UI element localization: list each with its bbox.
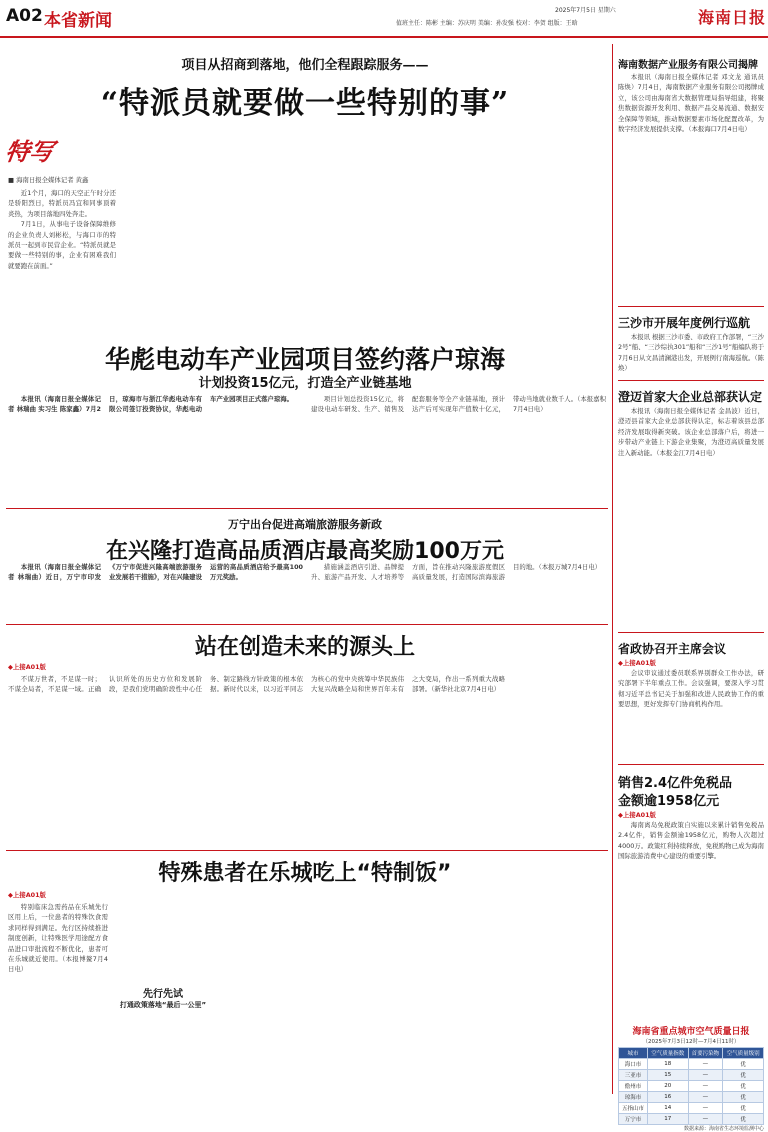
air-quality-source: 数据来源：海南省生态环境监测中心 (683, 1126, 764, 1132)
table-cell: 18 (647, 1059, 688, 1070)
divider (6, 850, 608, 851)
story3-headline: 在兴隆打造高品质酒店最高奖励100万元 (106, 539, 504, 564)
table-cell: — (688, 1103, 723, 1114)
lead-paragraph-2: 7月1日，从事电子设备保障维修的企业负责人刘彬松，与海口市的特派员一起到市民营企业。“特派员就是要做一些特别的事，企业有困难我们就要跑在前面。” (8, 220, 116, 270)
story3-body (8, 562, 606, 622)
lead-headline: “特派员就要做一些特别的事” (100, 86, 510, 121)
section-title: 本省新闻 (44, 11, 112, 31)
story3-kicker: 万宁出台促进高端旅游服务新政 (228, 518, 382, 531)
story2-subhead: 计划投资15亿元，打造全产业链基地 (198, 376, 412, 391)
newspaper-logo: 海南日报 (698, 8, 767, 27)
lead-byline: ■ 海南日报全媒体记者 黄鑫 (8, 176, 89, 184)
story3-lead: 本报讯（海南日报全媒体记者 林瑞曲）近日，万宁市印发《万宁市促进兴隆高端旅游服务业发展若干措施》，对在兴隆建设运营的高品质酒店给予最高100万元奖励。 (8, 563, 303, 582)
divider (618, 764, 764, 765)
sidebar-story2-body (618, 332, 764, 374)
table-cell: 五指山市 (619, 1103, 648, 1114)
table-cell: 优 (723, 1092, 764, 1103)
sidebar-story3-title: 澄迈首家大企业总部获认定 (618, 390, 763, 404)
table-cell: 16 (647, 1092, 688, 1103)
sidebar-story1-body (618, 72, 764, 302)
divider (618, 632, 764, 633)
header-rule (0, 36, 768, 38)
table-cell: 琼海市 (619, 1092, 648, 1103)
story5-column-1 (8, 902, 108, 1092)
story5-subhead-block (118, 985, 208, 1010)
sidebar-story5-title-2: 金额逾1958亿元 (618, 794, 720, 809)
sidebar-story4-text: 会议审议通过委员联系界别群众工作办法，研究部署下半年重点工作。会议强调，要深入学习贯彻习近平总书记关于加强和改进人民政协工作的重要思想，更好发挥专门协商机构作用。 (618, 669, 764, 709)
table-row (619, 1114, 764, 1125)
table-cell: 海口市 (619, 1059, 648, 1070)
table-cell: 15 (647, 1070, 688, 1081)
table-header-cell: 首要污染物 (688, 1048, 723, 1059)
story5-continued-flag: ◆上接A01版 (8, 891, 46, 899)
divider (6, 624, 608, 625)
table-cell: — (688, 1081, 723, 1092)
table-row (619, 1103, 764, 1114)
sidebar-story5-body (618, 820, 764, 1020)
story3-paragraph: 措施涵盖酒店引进、品牌提升、旅游产品开发、人才培养等方面，旨在推动兴隆旅游度假区高质量发展，打造国际滨海旅游目的地。（本报万城7月4日电） (311, 563, 602, 582)
story5-headline: 特殊患者在乐城吃上“特制饭” (158, 861, 452, 886)
table-cell: 优 (723, 1081, 764, 1092)
lead-column-1 (8, 188, 116, 328)
table-cell: 优 (723, 1103, 764, 1114)
editor-credits: 值班主任：陈彬 主编：苏庆明 美编：孙发强 校对：李贺 组版：王晗 (396, 20, 578, 27)
table-row (619, 1092, 764, 1103)
sidebar-story5-flag: ◆上接A01版 (618, 811, 656, 819)
lead-body-columns (122, 130, 607, 328)
divider (618, 306, 764, 307)
table-cell: 三亚市 (619, 1070, 648, 1081)
table-header-cell: 城市 (619, 1048, 648, 1059)
sidebar-story4-body (618, 668, 764, 758)
table-cell: — (688, 1059, 723, 1070)
story4-body (8, 674, 606, 846)
table-header-cell: 空气质量指数 (647, 1048, 688, 1059)
story4-headline: 站在创造未来的源头上 (194, 635, 415, 660)
sidebar-story4-title: 省政协召开主席会议 (618, 642, 727, 656)
table-cell: 万宁市 (619, 1114, 648, 1125)
sidebar-story2-text: 本报讯 根据三沙市委、市政府工作部署，“三沙2号”船、“三沙综执301”船和“三沙1号”船编队将于7月6日从文昌清澜港出发，开展例行南海巡航。（陈焕） (618, 333, 764, 373)
story5-subhead: 先行先试 (143, 989, 183, 1000)
story5-subhead-2: 打通政策落地“最后一公里” (119, 1001, 207, 1009)
sidebar-story3-body (618, 406, 764, 626)
air-quality-date: （2025年7月3日12时—7月4日11时） (642, 1039, 740, 1045)
page-number: A02 (6, 6, 43, 26)
table-row (619, 1070, 764, 1081)
air-quality-table (618, 1047, 764, 1125)
story2-paragraph: 项目计划总投资15亿元，将建设电动车研发、生产、销售及配套服务等全产业链基地，预计达产后可实现年产值数十亿元，带动当地就业数千人。（本报嘉积7月4日电） (311, 395, 606, 414)
sidebar (618, 44, 764, 1132)
sidebar-story1-text: 本报讯（海南日报全媒体记者 邓文龙 通讯员 陈焕）7月4日，海南数据产业服务有限公司揭牌成立，该公司由海南省大数据管理局指导组建，将聚焦数据资源开发利用、数据产品交易流通、数据安全保障等领域，推动数据要素市场化配置改革，为数字经济发展提供支撑。（本报海口7月4日电） (618, 73, 764, 134)
table-cell: 优 (723, 1114, 764, 1125)
special-feature-label: 特写 (3, 137, 56, 166)
table-row (619, 1059, 764, 1070)
story4-continued-flag: ◆上接A01版 (8, 663, 46, 671)
story4-paragraph: 不谋万世者，不足谋一时；不谋全局者，不足谋一域。正确认识所处的历史方位和发展阶段，是我们党明确阶段性中心任务、制定路线方针政策的根本依据。新时代以来，以习近平同志为核心的党中央统筹中华民族伟大复兴战略全局和世界百年未有之大变局，作出一系列重大战略部署。（新华社北京7月4日电） (8, 675, 505, 694)
lead-kicker: 项目从招商到落地，他们全程跟踪服务—— (181, 58, 429, 73)
table-cell: 17 (647, 1114, 688, 1125)
lead-paragraph-1: 近1个月，海口的天空正午时分还是骄阳烈日，特派员冯宜和同事顶着炎热，为项目落地四处奔走。 (8, 189, 116, 218)
table-cell: 儋州市 (619, 1081, 648, 1092)
table-cell: — (688, 1114, 723, 1125)
table-cell: 20 (647, 1081, 688, 1092)
table-cell: 14 (647, 1103, 688, 1114)
air-quality-box (618, 1024, 764, 1132)
table-header-cell: 空气质量级别 (723, 1048, 764, 1059)
table-cell: 优 (723, 1070, 764, 1081)
story2-body (8, 394, 606, 504)
story2-headline: 华彪电动车产业园项目签约落户琼海 (104, 345, 505, 374)
column-divider (612, 44, 613, 1094)
sidebar-story3-text: 本报讯（海南日报全媒体记者 金昌波）近日，澄迈县首家大企业总部获得认定，标志着该县总部经济发展取得新突破。该企业总部落户后，将进一步带动产业链上下游企业集聚，为澄迈高质量发展注入新动能。（本报金江7月4日电） (618, 407, 764, 457)
sidebar-story5-title: 销售2.4亿件免税品 (618, 776, 733, 791)
air-quality-title: 海南省重点城市空气质量日报 (632, 1027, 750, 1037)
page-header (0, 0, 768, 38)
divider (618, 380, 764, 381)
sidebar-story2-title: 三沙市开展年度例行巡航 (618, 316, 751, 330)
table-row (619, 1081, 764, 1092)
story5-paragraph: 特别临床急需药品在乐城先行区用上后，一位患者的特殊饮食需求同样得到满足。先行区持续推进制度创新，让特殊医学用途配方食品进口审批流程不断优化，患者可在乐城就近使用。（本报博鳌7月4日电） (8, 903, 108, 974)
story5-body-columns (215, 902, 607, 1092)
table-cell: 优 (723, 1059, 764, 1070)
sidebar-story1-title: 海南数据产业服务有限公司揭牌 (618, 60, 758, 71)
issue-date: 2025年7月5日 星期六 (555, 7, 616, 14)
table-cell: — (688, 1092, 723, 1103)
story2-lead: 本报讯（海南日报全媒体记者 林瑞曲 实习生 陈家鑫）7月2日，琼海市与浙江华彪电动车有限公司签订投资协议，华彪电动车产业园项目正式落户琼海。 (8, 395, 294, 414)
table-cell: — (688, 1070, 723, 1081)
sidebar-story4-flag: ◆上接A01版 (618, 659, 656, 667)
divider (6, 508, 608, 509)
sidebar-story5-text: 海南离岛免税政策自实施以来累计销售免税品2.4亿件，销售金额逾1958亿元，购物人次超过4000万。政策红利持续释放，免税购物已成为海南国际旅游消费中心建设的重要引擎。 (618, 821, 764, 861)
